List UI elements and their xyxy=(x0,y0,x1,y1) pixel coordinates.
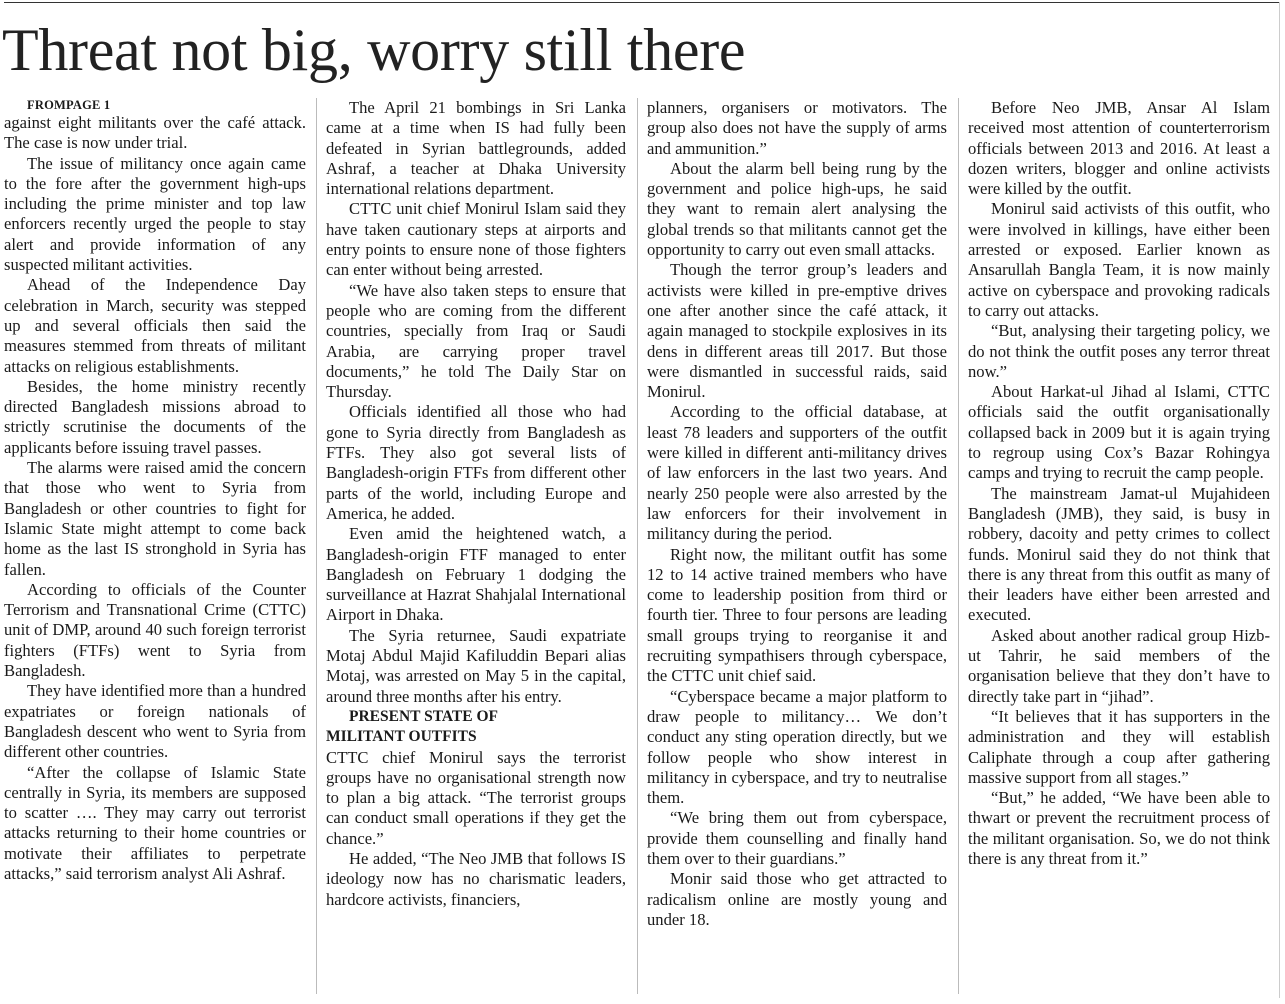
column-1-body xyxy=(4,113,306,884)
paragraph: Before Neo JMB, Ansar Al Islam received most attention of counterterrorism officials between 2013 and 2016. At least a dozen writers, blogger and online activists were killed by the outfit. xyxy=(968,98,1270,199)
paragraph: Right now, the militant outfit has some 12 to 14 active trained members who have come to leadership position from third or fourth tier. Three to four persons are leading small groups trying to reorganise it and recruiting sympathisers through cyberspace, the CTTC unit chief said. xyxy=(647,544,947,686)
paragraph: “After the collapse of Islamic State centrally in Syria, its members are supposed to scatter …. They may carry out terrorist attacks returning to their home countries or motivate their affiliates to perpetrate attacks,” said terrorism analyst Ali Ashraf. xyxy=(4,762,306,883)
column-2-body xyxy=(326,98,626,707)
page-edge-rule xyxy=(1279,2,1280,998)
paragraph: The April 21 bombings in Sri Lanka came at a time when IS had fully been defeated in Syrian battlegrounds, added Ashraf, a teacher at Dhaka University international relations department. xyxy=(326,98,626,199)
paragraph: “But, analysing their targeting policy, we do not think the outfit poses any terror threat now.” xyxy=(968,321,1270,381)
paragraph: Asked about another radical group Hizb-ut Tahrir, he said members of the organisation believe that they don’t have to directly take part in “jihad”. xyxy=(968,625,1270,706)
paragraph: Monirul said activists of this outfit, who were involved in killings, have either been arrested or exposed. Earlier known as Ansarullah Bangla Team, it is now mainly active on cyberspace and provoking radicals to carry out attacks. xyxy=(968,199,1270,320)
paragraph: Besides, the home ministry recently directed Bangladesh missions abroad to strictly scrutinise the documents of the applicants before issuing travel passes. xyxy=(4,376,306,457)
paragraph: CTTC chief Monirul says the terrorist groups have no organisational strength now to plan a big attack. “The terrorist groups can conduct small operations if they get the chance.” xyxy=(326,747,626,848)
column-divider xyxy=(316,98,317,994)
headline: Threat not big, worry still there xyxy=(2,17,746,83)
subhead xyxy=(326,707,626,748)
column-4-body xyxy=(968,98,1270,869)
paragraph: According to the official database, at least 78 leaders and supporters of the outfit were killed in different anti-militancy drives of law enforcers in the last two years. And nearly 250 people were also arrested by the law enforcers for their involvement in militancy during the period. xyxy=(647,402,947,544)
paragraph: The mainstream Jamat-ul Mujahideen Bangladesh (JMB), they said, is busy in robbery, dacoity and petty crimes to collect funds. Monirul said they do not think that there is any threat from this outfit as many of their leaders have either been arrested and executed. xyxy=(968,483,1270,625)
paragraph: The issue of militancy once again came to the fore after the government high-ups including the prime minister and top law enforcers recently urged the people to stay alert and provide information of any suspected militant activities. xyxy=(4,153,306,275)
paragraph: According to officials of the Counter Terrorism and Transnational Crime (CTTC) unit of DMP, around 40 such foreign terrorist fighters (FTFs) went to Syria from Bangladesh. xyxy=(4,579,306,681)
paragraph: Even amid the heightened watch, a Bangladesh-origin FTF managed to enter Bangladesh on February 1 dodging the surveillance at Hazrat Shahjalal International Airport in Dhaka. xyxy=(326,524,626,625)
paragraph: planners, organisers or motivators. The group also does not have the supply of arms and ammunition.” xyxy=(647,98,947,158)
paragraph: “But,” he added, “We have been able to thwart or prevent the recruitment process of the militant organisation. So, we do not think there is any threat from it.” xyxy=(968,788,1270,868)
paragraph: “We have also taken steps to ensure that people who are coming from the different countries, specially from Iraq or Saudi Arabia, are carrying proper travel documents,” he told The Daily Star on Thursday. xyxy=(326,280,626,402)
paragraph: Monir said those who get attracted to radicalism online are mostly young and under 18. xyxy=(647,869,947,929)
paragraph: “We bring them out from cyberspace, provide them counselling and finally hand them over to their guardians.” xyxy=(647,808,947,868)
paragraph: against eight militants over the café attack. The case is now under trial. xyxy=(4,113,306,153)
column-2 xyxy=(326,98,626,998)
subhead-line-1: PRESENT STATE OF xyxy=(349,707,499,725)
column-divider xyxy=(637,98,638,994)
paragraph: “It believes that it has supporters in the administration and they will establish Caliphate through a coup after gathering massive support from all stages.” xyxy=(968,706,1270,787)
paragraph: CTTC unit chief Monirul Islam said they have taken cautionary steps at airports and entry points to ensure none of those fighters can enter without being arrested. xyxy=(326,199,626,280)
paragraph: About the alarm bell being rung by the government and police high-ups, he said they want to remain alert analysing the global trends so that militants cannot get the opportunity to carry out even small attacks. xyxy=(647,158,947,260)
paragraph: “Cyberspace became a major platform to draw people to militancy… We don’t conduct any sting operation directly, but we follow people who show interest in militancy in cyberspace, and try to neutralise them. xyxy=(647,686,947,808)
column-1 xyxy=(4,98,306,998)
column-2-body-after xyxy=(326,748,626,910)
column-4 xyxy=(968,98,1270,998)
top-rule xyxy=(4,2,1280,3)
paragraph: Ahead of the Independence Day celebration in March, security was stepped up and several officials then said the measures stemmed from threats of militant attacks on religious establishments. xyxy=(4,275,306,376)
column-divider xyxy=(958,98,959,994)
paragraph: About Harkat-ul Jihad al Islami, CTTC officials said the outfit organisationally collapsed back in 2009 but it is again trying to regroup using Cox’s Bazar Rohingya camps and trying to recruit the camp people. xyxy=(968,382,1270,483)
column-3-body xyxy=(647,98,947,930)
column-3 xyxy=(647,98,947,998)
paragraph: Though the terror group’s leaders and activists were killed in pre-emptive drives one after another since the café attack, it again managed to stockpile explosives in its dens in different areas till 2017. But those were dismantled in successful raids, said Monirul. xyxy=(647,260,947,402)
subhead-line-2: MILITANT OUTFITS xyxy=(326,728,477,746)
paragraph: The Syria returnee, Saudi expatriate Motaj Abdul Majid Kafiluddin Bepari alias Motaj, was arrested on May 5 in the capital, around three months after his entry. xyxy=(326,625,626,706)
paragraph: Officials identified all those who had gone to Syria directly from Bangladesh as FTFs. They also got several lists of Bangladesh-origin FTFs from different other parts of the world, including Europe and America, he added. xyxy=(326,402,626,523)
kicker: FROMPAGE 1 xyxy=(27,98,111,112)
paragraph: He added, “The Neo JMB that follows IS ideology now has no charismatic leaders, hardcore activists, financiers, xyxy=(326,848,626,909)
paragraph: They have identified more than a hundred expatriates or foreign nationals of Bangladesh descent who went to Syria from different other countries. xyxy=(4,681,306,762)
paragraph: The alarms were raised amid the concern that those who went to Syria from Bangladesh or other countries to fight for Islamic State might attempt to come back home as the last IS stronghold in Syria has fallen. xyxy=(4,458,306,579)
